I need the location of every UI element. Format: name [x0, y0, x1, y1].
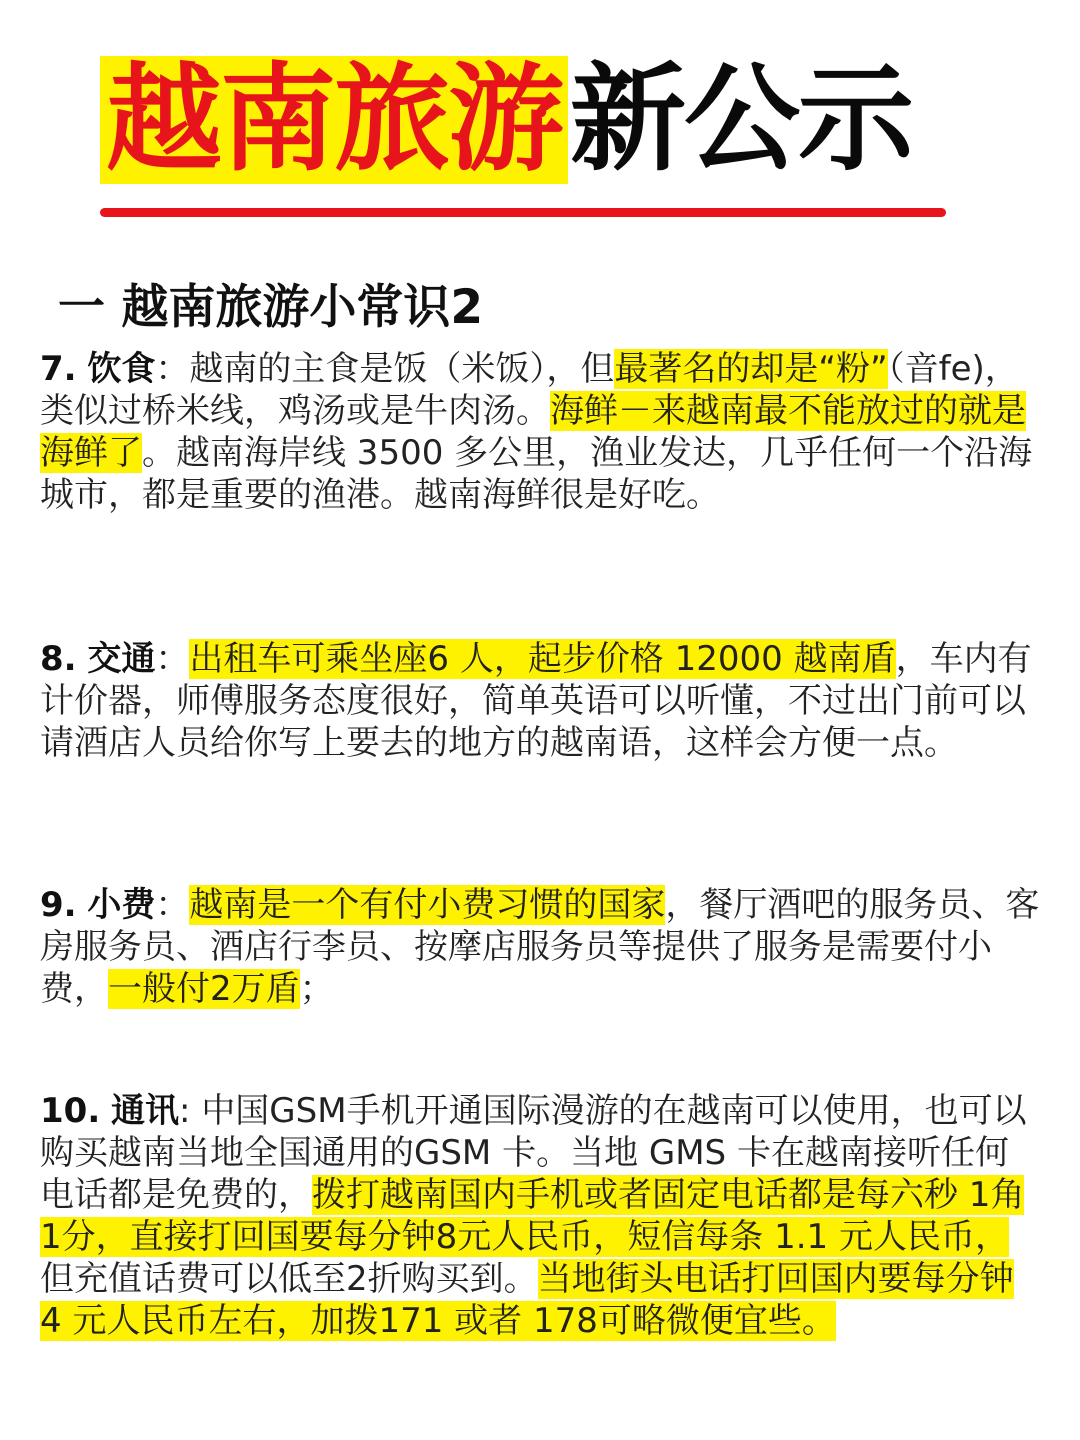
item-number: 10. [40, 1091, 101, 1131]
item-label: 通讯 [111, 1091, 180, 1131]
item-highlight: 当地街头电话打回国内要每分钟 4 元人民币左右，加拨171 或者 178可略微便宜些。 [40, 1259, 1014, 1341]
item-separator: ： [155, 639, 190, 679]
item-highlight: 最著名的却是“粉” [614, 349, 888, 389]
title-underline [100, 208, 946, 217]
item-highlight: 越南是一个有付小费习惯的国家 [189, 885, 666, 925]
title-highlight: 越南旅游 [100, 56, 568, 184]
item-text: 越南的主食是饭（米饭），但 [189, 349, 615, 389]
item-text: ，车内有计价器，师傅服务态度很好，简单英语可以听懂，不过出门前可以请酒店人员给你写上要去的地方的越南语，这样会方便一点。 [40, 639, 1032, 763]
tip-item-food [40, 348, 1040, 516]
item-separator: ： [155, 885, 190, 925]
tip-item-tipping [40, 884, 1040, 1010]
item-label: 小费 [87, 885, 156, 925]
item-text: ，餐厅酒吧的服务员、客房服务员、酒店行李员、按摩店服务员等提供了服务是需要付小费， [40, 885, 1040, 1009]
section-title: 一 越南旅游小常识2 [58, 280, 484, 335]
item-label: 交通 [87, 639, 156, 679]
item-highlight: 海鲜－来越南最不能放过的就是海鲜了 [40, 391, 1026, 473]
tip-item-communication [40, 1090, 1040, 1342]
item-separator: ： [155, 349, 190, 389]
item-number: 9. [40, 885, 77, 925]
item-text: ； [299, 969, 334, 1009]
item-text: 。越南海岸线 3500 多公里，渔业发达，几乎任何一个沿海城市，都是重要的渔港。越南海鲜很是好吃。 [40, 433, 1033, 515]
item-separator: : [179, 1091, 202, 1131]
item-number: 8. [40, 639, 77, 679]
item-text: 中国GSM手机开通国际漫游的在越南可以使用，也可以购买越南当地全国通用的GSM 卡。当地 GMS 卡在越南接听任何电话都是免费的， [40, 1091, 1027, 1215]
item-number: 7. [40, 349, 77, 389]
item-text: （音fe)，类似过桥米线，鸡汤或是牛肉汤。 [40, 349, 1019, 431]
item-highlight: 出租车可乘坐座6 人，起步价格 12000 越南盾 [189, 639, 896, 679]
item-label: 饮食 [87, 349, 156, 389]
item-highlight: 拨打越南国内手机或者固定电话都是每六秒 1角1分，直接打回国要每分钟8元人民币，短信每条 1.1 元人民币， [40, 1175, 1025, 1257]
item-text: 但充值话费可以低至2折购买到。 [40, 1259, 538, 1299]
page-title [100, 52, 912, 187]
item-highlight: 一般付2万盾 [108, 969, 300, 1009]
tip-item-transport [40, 638, 1040, 764]
title-rest: 新公示 [570, 52, 912, 187]
